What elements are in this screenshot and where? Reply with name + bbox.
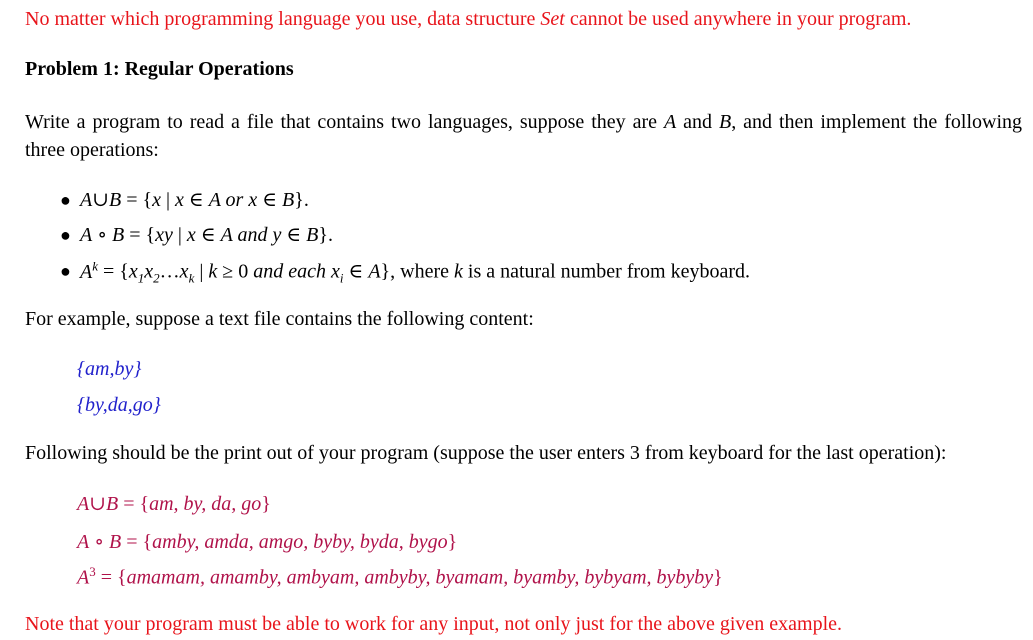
warning-text bbox=[25, 8, 911, 31]
operation-power: $A^k$ = {$x_1x_2\dots x_k$ | k ≥ 0 and each $x_i$ ∈ A}, where k is a natural number from keyboard. bbox=[80, 258, 751, 286]
output-concat: A ∘ B = {amby, amda, amgo, byby, byda, bygo} bbox=[77, 531, 458, 553]
bullet-icon: ● bbox=[60, 225, 71, 245]
intro-paragraph: Write a program to read a file that contains two languages, suppose they are A and B, and then implement the following three operations: bbox=[25, 111, 1022, 161]
warning-set-word: Set bbox=[540, 8, 565, 30]
output-power: $A^3$ = {amamam, amamby, ambyam, ambyby, byamam, byamby, bybyam, bybyby} bbox=[77, 564, 723, 589]
note-text: Note that your program must be able to work for any input, not only just for the above given example. bbox=[25, 613, 843, 635]
operation-union: A∪B = {x | x ∈ A or x ∈ B}. bbox=[80, 189, 309, 211]
operation-concat: A ∘ B = {xy | x ∈ A and y ∈ B}. bbox=[80, 224, 333, 246]
warning-part-1: No matter which programming language you use, data structure bbox=[25, 8, 541, 30]
bullet-icon: ● bbox=[60, 261, 71, 281]
file-line-2: {by,da,go} bbox=[77, 394, 161, 416]
file-line-1: {am,by} bbox=[77, 358, 142, 380]
warning-part-2: cannot be used anywhere in your program. bbox=[564, 8, 912, 30]
output-intro: Following should be the print out of your program (suppose the user enters 3 from keyboard for the last operation): bbox=[25, 442, 947, 464]
problem-title: Problem 1: Regular Operations bbox=[25, 58, 294, 80]
bullet-icon: ● bbox=[60, 190, 71, 210]
example-intro: For example, suppose a text file contains the following content: bbox=[25, 308, 534, 330]
output-union: A∪B = {am, by, da, go} bbox=[77, 493, 271, 515]
